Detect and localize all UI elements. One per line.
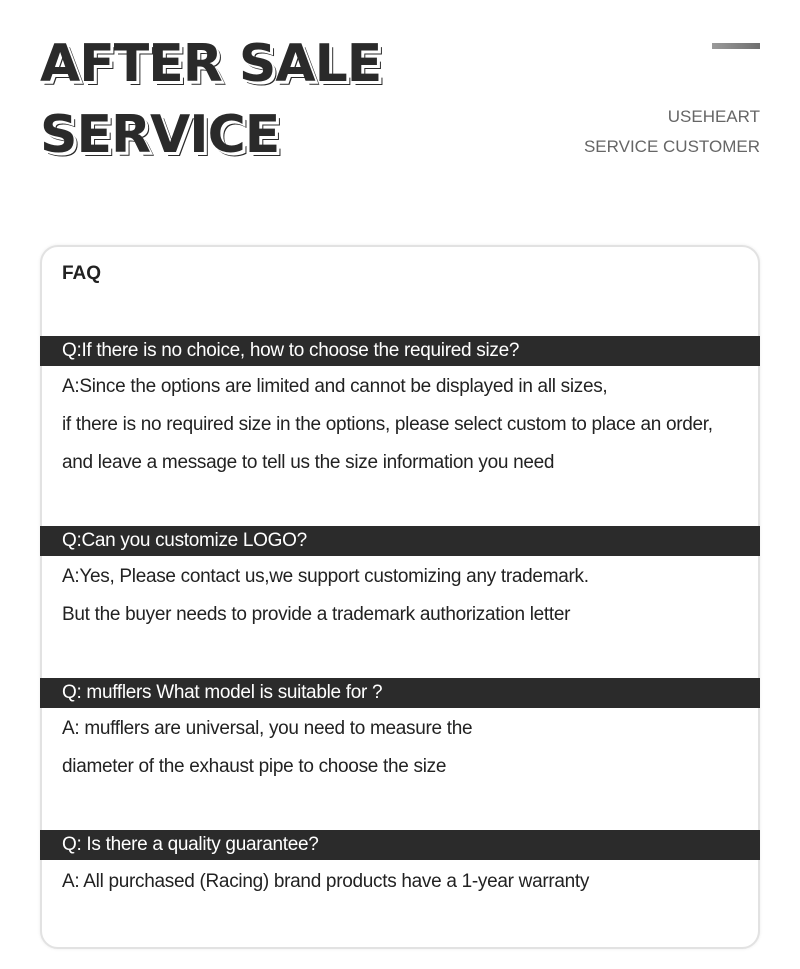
faq-question-guarantee: Q: Is there a quality guarantee? bbox=[40, 830, 760, 860]
answer-line: But the buyer needs to provide a trademark authorization letter bbox=[62, 604, 571, 625]
answer-line: A: All purchased (Racing) brand products have a 1-year warranty bbox=[62, 871, 590, 892]
faq-answer-logo bbox=[62, 558, 752, 634]
faq-answer-guarantee bbox=[62, 863, 752, 901]
faq-question-model: Q: mufflers What model is suitable for ? bbox=[40, 678, 760, 708]
answer-line: diameter of the exhaust pipe to choose the size bbox=[62, 756, 447, 777]
accent-bar bbox=[712, 43, 760, 49]
answer-line: A:Since the options are limited and cannot be displayed in all sizes, bbox=[62, 376, 608, 397]
page-title-line-2: SERVICE bbox=[40, 105, 280, 165]
faq-question-size: Q:If there is no choice, how to choose the required size? bbox=[40, 336, 760, 366]
faq-heading: FAQ bbox=[62, 263, 102, 284]
faq-answer-size bbox=[62, 368, 752, 482]
brand-subtitle: SERVICE CUSTOMER bbox=[583, 137, 760, 156]
answer-line: and leave a message to tell us the size information you need bbox=[62, 452, 555, 473]
answer-line: if there is no required size in the options, please select custom to place an order, bbox=[62, 414, 713, 435]
faq-question-logo: Q:Can you customize LOGO? bbox=[40, 526, 760, 556]
answer-line: A:Yes, Please contact us,we support customizing any trademark. bbox=[62, 566, 589, 587]
brand-name: USEHEART bbox=[667, 107, 760, 126]
page-title-line-1: AFTER SALE bbox=[40, 34, 382, 94]
faq-answer-model bbox=[62, 710, 752, 786]
answer-line: A: mufflers are universal, you need to measure the bbox=[62, 718, 473, 739]
faq-card bbox=[40, 245, 760, 949]
